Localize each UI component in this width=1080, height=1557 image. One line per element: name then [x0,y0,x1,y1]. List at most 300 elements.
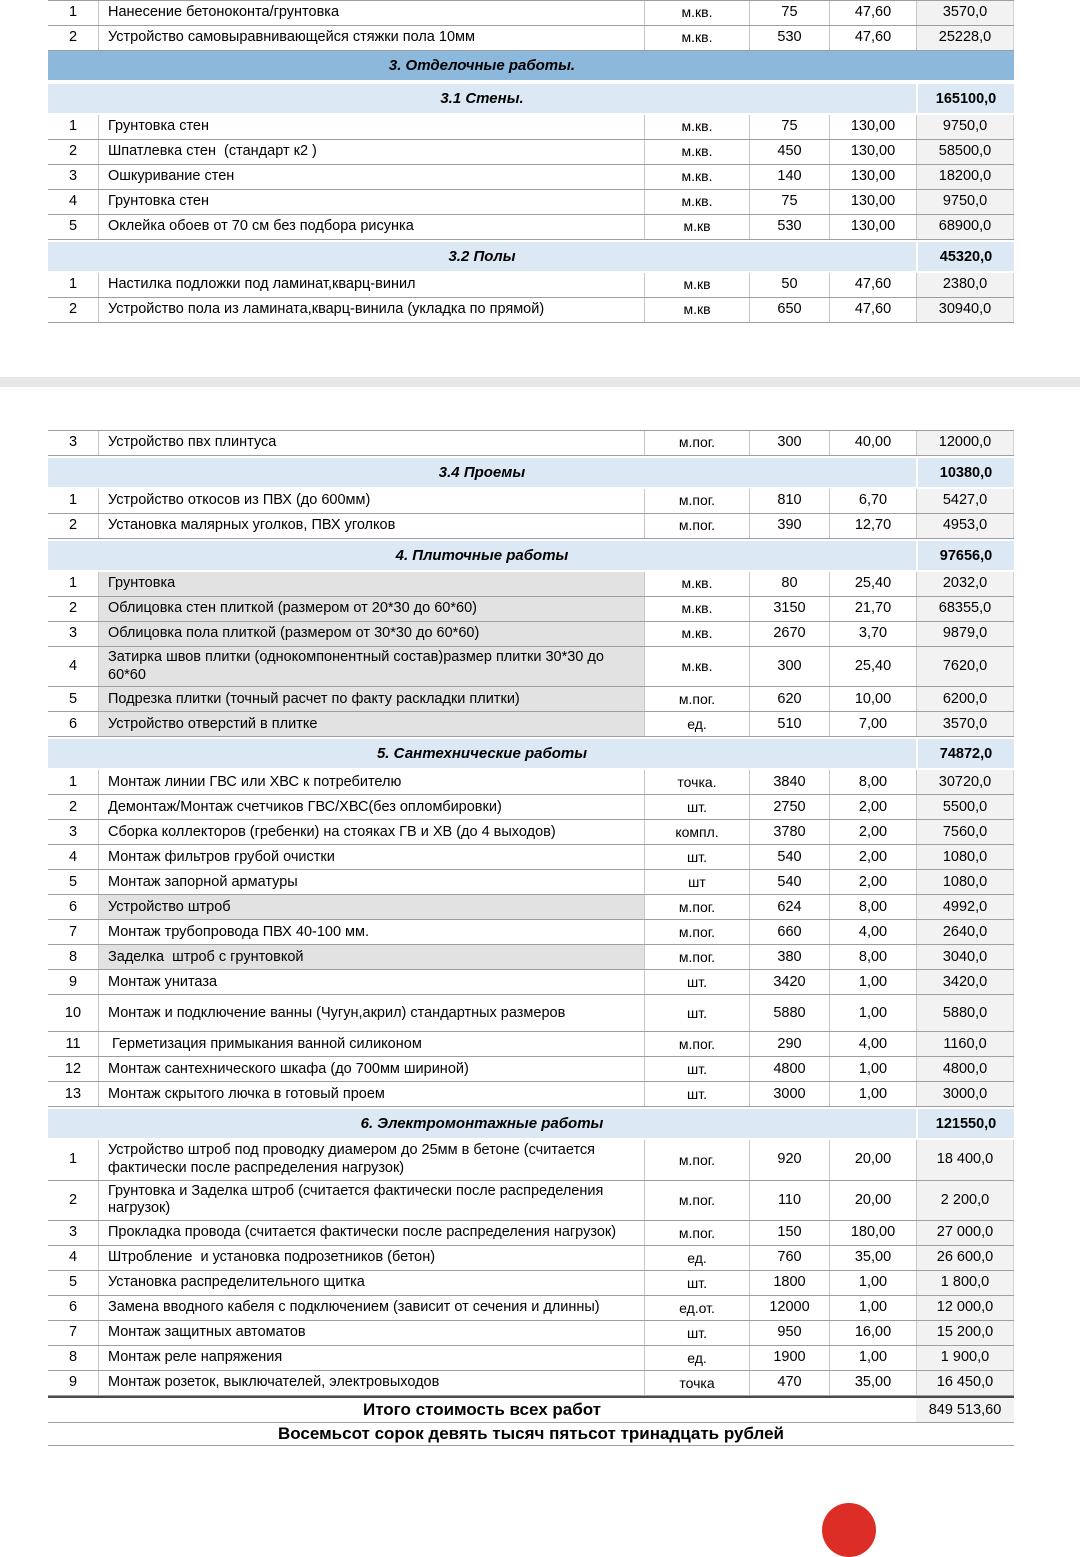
cell-number: 2 [68,1191,78,1208]
cell-unit: шт. [644,795,749,819]
cell-number: 1 [68,575,78,592]
cell-total: 2 200,0 [916,1181,1014,1220]
cell-number: 7 [68,1324,78,1341]
section-row [48,51,1014,82]
cell-unit: м.пог. [644,1181,749,1220]
cell-total: 1080,0 [916,845,1014,869]
cell-description: Установка малярных уголков, ПВХ уголков [98,514,644,538]
cell-total: 27 000,0 [916,1221,1014,1245]
cell-number: 3 [68,1224,78,1241]
cell-quantity: 1,00 [829,1346,916,1370]
table-row [48,430,1014,456]
cell-description: Нанесение бетоноконта/грунтовка [98,1,644,25]
cell-unit: шт. [644,1057,749,1081]
cell-number: 4 [68,193,78,210]
cell-total: 12000,0 [916,431,1014,455]
cell-quantity: 25,40 [829,572,916,596]
table-row [48,1140,1014,1180]
cell-number: 6 [68,715,78,732]
cell-quantity: 2,00 [829,795,916,819]
section-title: 3. Отделочные работы. [388,57,576,74]
cell-price: 3000 [749,1082,829,1106]
cell-total: 30720,0 [916,770,1014,794]
table-rows [48,0,1014,323]
table-row [48,190,1014,215]
cell-description: Монтаж и подключение ванны (Чугун,акрил) стандартных размеров [98,995,644,1031]
cell-quantity: 40,00 [829,431,916,455]
table-row [48,1371,1014,1396]
cell-price: 620 [749,687,829,711]
estimate-table-page-2 [48,430,1014,1446]
cell-unit: ед. [644,712,749,736]
cell-description: Ошкуривание стен [98,165,644,189]
cell-total: 3570,0 [916,712,1014,736]
cell-description: Устройство штроб [98,895,644,919]
table-row [48,165,1014,190]
cell-unit: м.кв. [644,572,749,596]
cell-description: Монтаж сантехнического шкафа (до 700мм шириной) [98,1057,644,1081]
cell-unit: компл. [644,820,749,844]
cell-unit: м.кв. [644,1,749,25]
cell-description: Устройство пола из ламината,кварц-винила (укладка по прямой) [98,298,644,322]
cell-total: 58500,0 [916,140,1014,164]
cell-number: 2 [68,301,78,318]
cell-price: 12000 [749,1296,829,1320]
cell-number: 5 [68,873,78,890]
cell-description: Прокладка провода (считается фактически после распределения нагрузок) [98,1221,644,1245]
table-row [48,1082,1014,1107]
table-row [48,572,1014,597]
cell-unit: м.кв [644,215,749,239]
table-row [48,215,1014,240]
section-total [916,51,1014,80]
table-row [48,1057,1014,1082]
cell-price: 5880 [749,995,829,1031]
cell-total: 4800,0 [916,1057,1014,1081]
cell-total: 16 450,0 [916,1371,1014,1395]
cell-number: 2 [68,798,78,815]
cell-quantity: 130,00 [829,190,916,214]
cell-total: 7620,0 [916,647,1014,686]
table-row [48,597,1014,622]
cell-description: Установка распределительного щитка [98,1271,644,1295]
table-row [48,0,1014,26]
cell-unit: м.кв. [644,622,749,646]
cell-number: 3 [68,168,78,185]
cell-unit: м.пог. [644,945,749,969]
cell-number: 2 [68,29,78,46]
cell-price: 2670 [749,622,829,646]
cell-total: 1 800,0 [916,1271,1014,1295]
cell-total: 12 000,0 [916,1296,1014,1320]
cell-description: Грунтовка и Заделка штроб (считается фактически после распределения нагрузок) [98,1181,644,1220]
cell-unit: шт. [644,970,749,994]
table-row [48,1346,1014,1371]
cell-price: 540 [749,845,829,869]
cell-price: 390 [749,514,829,538]
cell-price: 510 [749,712,829,736]
section-title: 3.1 Стены. [440,90,524,107]
cell-quantity: 1,00 [829,995,916,1031]
table-row [48,115,1014,140]
table-row [48,845,1014,870]
cell-total: 2640,0 [916,920,1014,944]
cell-unit: м.кв. [644,165,749,189]
cell-description: Монтаж трубопровода ПВХ 40-100 мм. [98,920,644,944]
cell-description: Монтаж запорной арматуры [98,870,644,894]
cell-quantity: 1,00 [829,1082,916,1106]
cell-unit: м.пог. [644,431,749,455]
cell-description: Подрезка плитки (точный расчет по факту раскладки плитки) [98,687,644,711]
table-row [48,514,1014,539]
cell-quantity: 1,00 [829,1271,916,1295]
cell-unit: м.кв [644,273,749,297]
cell-number: 7 [68,923,78,940]
cell-number: 1 [68,773,78,790]
cell-description: Монтаж фильтров грубой очистки [98,845,644,869]
cell-price: 75 [749,115,829,139]
cell-quantity: 130,00 [829,140,916,164]
cell-number: 1 [68,492,78,509]
cell-number: 8 [68,1349,78,1366]
cell-description: Грунтовка стен [98,115,644,139]
section-row [48,1107,1014,1140]
table-row [48,820,1014,845]
section-total: 121550,0 [916,1109,1014,1138]
cell-number: 10 [64,1004,82,1021]
cell-quantity: 47,60 [829,1,916,25]
cell-price: 300 [749,647,829,686]
cell-price: 650 [749,298,829,322]
cell-price: 110 [749,1181,829,1220]
table-row [48,870,1014,895]
cell-unit: м.кв. [644,26,749,50]
cell-total: 18 400,0 [916,1140,1014,1179]
cell-description: Монтаж линии ГВС или ХВС к потребителю [98,770,644,794]
cell-description: Заделка штроб с грунтовкой [98,945,644,969]
cell-total: 3040,0 [916,945,1014,969]
cell-quantity: 10,00 [829,687,916,711]
cell-price: 75 [749,1,829,25]
cell-quantity: 35,00 [829,1371,916,1395]
cell-total: 1 900,0 [916,1346,1014,1370]
stamp-red-circle [822,1503,876,1557]
page-separator [0,377,1080,387]
grand-total-row [48,1396,1014,1423]
cell-unit: ед. [644,1246,749,1270]
cell-number: 1 [68,1151,78,1168]
cell-unit: ед.от. [644,1296,749,1320]
cell-description: Сборка коллекторов (гребенки) на стояках ГВ и ХВ (до 4 выходов) [98,820,644,844]
section-total: 10380,0 [916,458,1014,487]
cell-total: 6200,0 [916,687,1014,711]
cell-number: 4 [68,1249,78,1266]
cell-price: 300 [749,431,829,455]
cell-description: Герметизация примыкания ванной силиконом [98,1032,644,1056]
section-row [48,539,1014,572]
cell-number: 2 [68,143,78,160]
cell-unit: м.пог. [644,514,749,538]
table-row [48,298,1014,323]
cell-unit: м.пог. [644,687,749,711]
table-row [48,1321,1014,1346]
table-row [48,489,1014,514]
cell-description: Устройство пвх плинтуса [98,431,644,455]
cell-number: 1 [68,118,78,135]
section-total: 165100,0 [916,84,1014,113]
cell-price: 3420 [749,970,829,994]
cell-unit: точка. [644,770,749,794]
cell-description: Грунтовка стен [98,190,644,214]
cell-unit: шт. [644,995,749,1031]
table-row [48,622,1014,647]
grand-total-label: Итого стоимость всех работ [362,1400,602,1420]
cell-unit: точка [644,1371,749,1395]
cell-description: Демонтаж/Монтаж счетчиков ГВС/ХВС(без опломбировки) [98,795,644,819]
cell-number: 1 [68,4,78,21]
cell-total: 26 600,0 [916,1246,1014,1270]
cell-number: 3 [68,625,78,642]
table-row [48,920,1014,945]
cell-price: 3150 [749,597,829,621]
cell-price: 470 [749,1371,829,1395]
cell-price: 624 [749,895,829,919]
cell-quantity: 3,70 [829,622,916,646]
cell-price: 760 [749,1246,829,1270]
cell-total: 1160,0 [916,1032,1014,1056]
cell-quantity: 25,40 [829,647,916,686]
cell-description: Устройство отверстий в плитке [98,712,644,736]
cell-price: 660 [749,920,829,944]
cell-quantity: 2,00 [829,870,916,894]
cell-number: 1 [68,276,78,293]
cell-number: 9 [68,973,78,990]
section-title: 5. Сантехнические работы [376,745,588,763]
table-row [48,895,1014,920]
cell-quantity: 6,70 [829,489,916,513]
cell-price: 4800 [749,1057,829,1081]
cell-number: 6 [68,898,78,915]
cell-price: 920 [749,1140,829,1179]
cell-price: 540 [749,870,829,894]
table-row [48,795,1014,820]
cell-quantity: 2,00 [829,820,916,844]
cell-total: 4992,0 [916,895,1014,919]
cell-description: Грунтовка [98,572,644,596]
section-title: 3.2 Полы [448,248,516,265]
cell-description: Облицовка пола плиткой (размером от 30*30 до 60*60) [98,622,644,646]
cell-unit: м.кв [644,298,749,322]
estimate-table-page-1 [48,0,1014,323]
section-title: 6. Электромонтажные работы [360,1115,604,1133]
cell-description: Устройство самовыравнивающейся стяжки пола 10мм [98,26,644,50]
table-row [48,1032,1014,1057]
cell-unit: м.пог. [644,920,749,944]
cell-quantity: 130,00 [829,165,916,189]
section-row [48,82,1014,115]
cell-quantity: 130,00 [829,115,916,139]
table-row [48,945,1014,970]
cell-quantity: 35,00 [829,1246,916,1270]
cell-quantity: 16,00 [829,1321,916,1345]
cell-number: 4 [68,657,78,674]
cell-quantity: 1,00 [829,1296,916,1320]
cell-total: 5427,0 [916,489,1014,513]
cell-description: Монтаж розеток, выключателей, электровыходов [98,1371,644,1395]
cell-quantity: 20,00 [829,1140,916,1179]
cell-total: 7560,0 [916,820,1014,844]
cell-total: 30940,0 [916,298,1014,322]
cell-price: 150 [749,1221,829,1245]
cell-unit: м.кв. [644,597,749,621]
section-row [48,240,1014,273]
cell-number: 3 [68,823,78,840]
cell-number: 12 [64,1060,82,1077]
cell-total: 5500,0 [916,795,1014,819]
cell-quantity: 47,60 [829,273,916,297]
cell-quantity: 47,60 [829,26,916,50]
cell-unit: м.пог. [644,1140,749,1179]
cell-quantity: 2,00 [829,845,916,869]
cell-quantity: 1,00 [829,1057,916,1081]
cell-total: 1080,0 [916,870,1014,894]
cell-total: 18200,0 [916,165,1014,189]
section-title: 3.4 Проемы [438,464,526,481]
section-row [48,456,1014,489]
table-row [48,1271,1014,1296]
cell-quantity: 12,70 [829,514,916,538]
cell-price: 1900 [749,1346,829,1370]
cell-total: 3570,0 [916,1,1014,25]
cell-unit: м.кв. [644,115,749,139]
cell-quantity: 180,00 [829,1221,916,1245]
cell-description: Устройство штроб под проводку диамером до 25мм в бетоне (считается фактически после распределения нагрузок) [98,1140,644,1179]
cell-number: 13 [64,1085,82,1102]
table-row [48,1296,1014,1321]
cell-price: 1800 [749,1271,829,1295]
cell-description: Монтаж унитаза [98,970,644,994]
section-total: 45320,0 [916,242,1014,271]
cell-unit: ед. [644,1346,749,1370]
cell-price: 3780 [749,820,829,844]
cell-quantity: 7,00 [829,712,916,736]
cell-number: 5 [68,218,78,235]
table-rows [48,430,1014,1396]
cell-unit: м.кв. [644,647,749,686]
cell-description: Замена вводного кабеля с подключением (зависит от сечения и длинны) [98,1296,644,1320]
cell-quantity: 8,00 [829,770,916,794]
cell-unit: м.кв. [644,190,749,214]
cell-quantity: 130,00 [829,215,916,239]
cell-description: Устройство откосов из ПВХ (до 600мм) [98,489,644,513]
cell-number: 11 [65,1035,81,1052]
cell-total: 3420,0 [916,970,1014,994]
section-title: 4. Плиточные работы [395,547,569,564]
cell-unit: м.пог. [644,1221,749,1245]
cell-unit: м.пог. [644,1032,749,1056]
cell-number: 4 [68,848,78,865]
cell-description: Монтаж защитных автоматов [98,1321,644,1345]
cell-total: 68900,0 [916,215,1014,239]
cell-quantity: 8,00 [829,945,916,969]
cell-number: 5 [68,690,78,707]
cell-price: 530 [749,215,829,239]
cell-total: 15 200,0 [916,1321,1014,1345]
cell-unit: м.кв. [644,140,749,164]
cell-price: 75 [749,190,829,214]
amount-in-words: Восемьсот сорок девять тысяч пятьсот тринадцать рублей [48,1423,1014,1446]
cell-price: 140 [749,165,829,189]
cell-unit: м.пог. [644,489,749,513]
table-row [48,712,1014,737]
cell-number: 5 [68,1274,78,1291]
table-row [48,26,1014,51]
section-total: 74872,0 [916,739,1014,768]
cell-total: 25228,0 [916,26,1014,50]
cell-quantity: 4,00 [829,920,916,944]
cell-price: 3840 [749,770,829,794]
cell-total: 3000,0 [916,1082,1014,1106]
cell-price: 380 [749,945,829,969]
cell-number: 2 [68,517,78,534]
table-row [48,140,1014,165]
table-row [48,273,1014,298]
cell-price: 290 [749,1032,829,1056]
table-row [48,770,1014,795]
table-row [48,1181,1014,1221]
cell-number: 2 [68,600,78,617]
cell-quantity: 47,60 [829,298,916,322]
cell-quantity: 21,70 [829,597,916,621]
cell-description: Монтаж реле напряжения [98,1346,644,1370]
section-row [48,737,1014,770]
cell-description: Монтаж скрытого лючка в готовый проем [98,1082,644,1106]
cell-price: 950 [749,1321,829,1345]
cell-total: 9750,0 [916,115,1014,139]
cell-quantity: 8,00 [829,895,916,919]
cell-price: 450 [749,140,829,164]
cell-description: Шпатлевка стен (стандарт к2 ) [98,140,644,164]
cell-price: 810 [749,489,829,513]
cell-total: 9879,0 [916,622,1014,646]
cell-quantity: 1,00 [829,970,916,994]
cell-description: Штробление и установка подрозетников (бетон) [98,1246,644,1270]
cell-quantity: 4,00 [829,1032,916,1056]
cell-unit: шт. [644,1082,749,1106]
cell-total: 2032,0 [916,572,1014,596]
cell-unit: шт. [644,1271,749,1295]
cell-price: 2750 [749,795,829,819]
table-row [48,687,1014,712]
cell-total: 9750,0 [916,190,1014,214]
cell-price: 530 [749,26,829,50]
cell-number: 6 [68,1299,78,1316]
cell-total: 4953,0 [916,514,1014,538]
cell-unit: м.пог. [644,895,749,919]
table-row [48,970,1014,995]
table-row [48,1246,1014,1271]
cell-unit: шт [644,870,749,894]
cell-total: 68355,0 [916,597,1014,621]
cell-description: Настилка подложки под ламинат,кварц-винил [98,273,644,297]
cell-description: Затирка швов плитки (однокомпонентный состав)размер плитки 30*30 до 60*60 [98,647,644,686]
cell-number: 8 [68,948,78,965]
cell-number: 3 [68,434,78,451]
table-row [48,647,1014,687]
cell-quantity: 20,00 [829,1181,916,1220]
cell-price: 80 [749,572,829,596]
cell-total: 2380,0 [916,273,1014,297]
